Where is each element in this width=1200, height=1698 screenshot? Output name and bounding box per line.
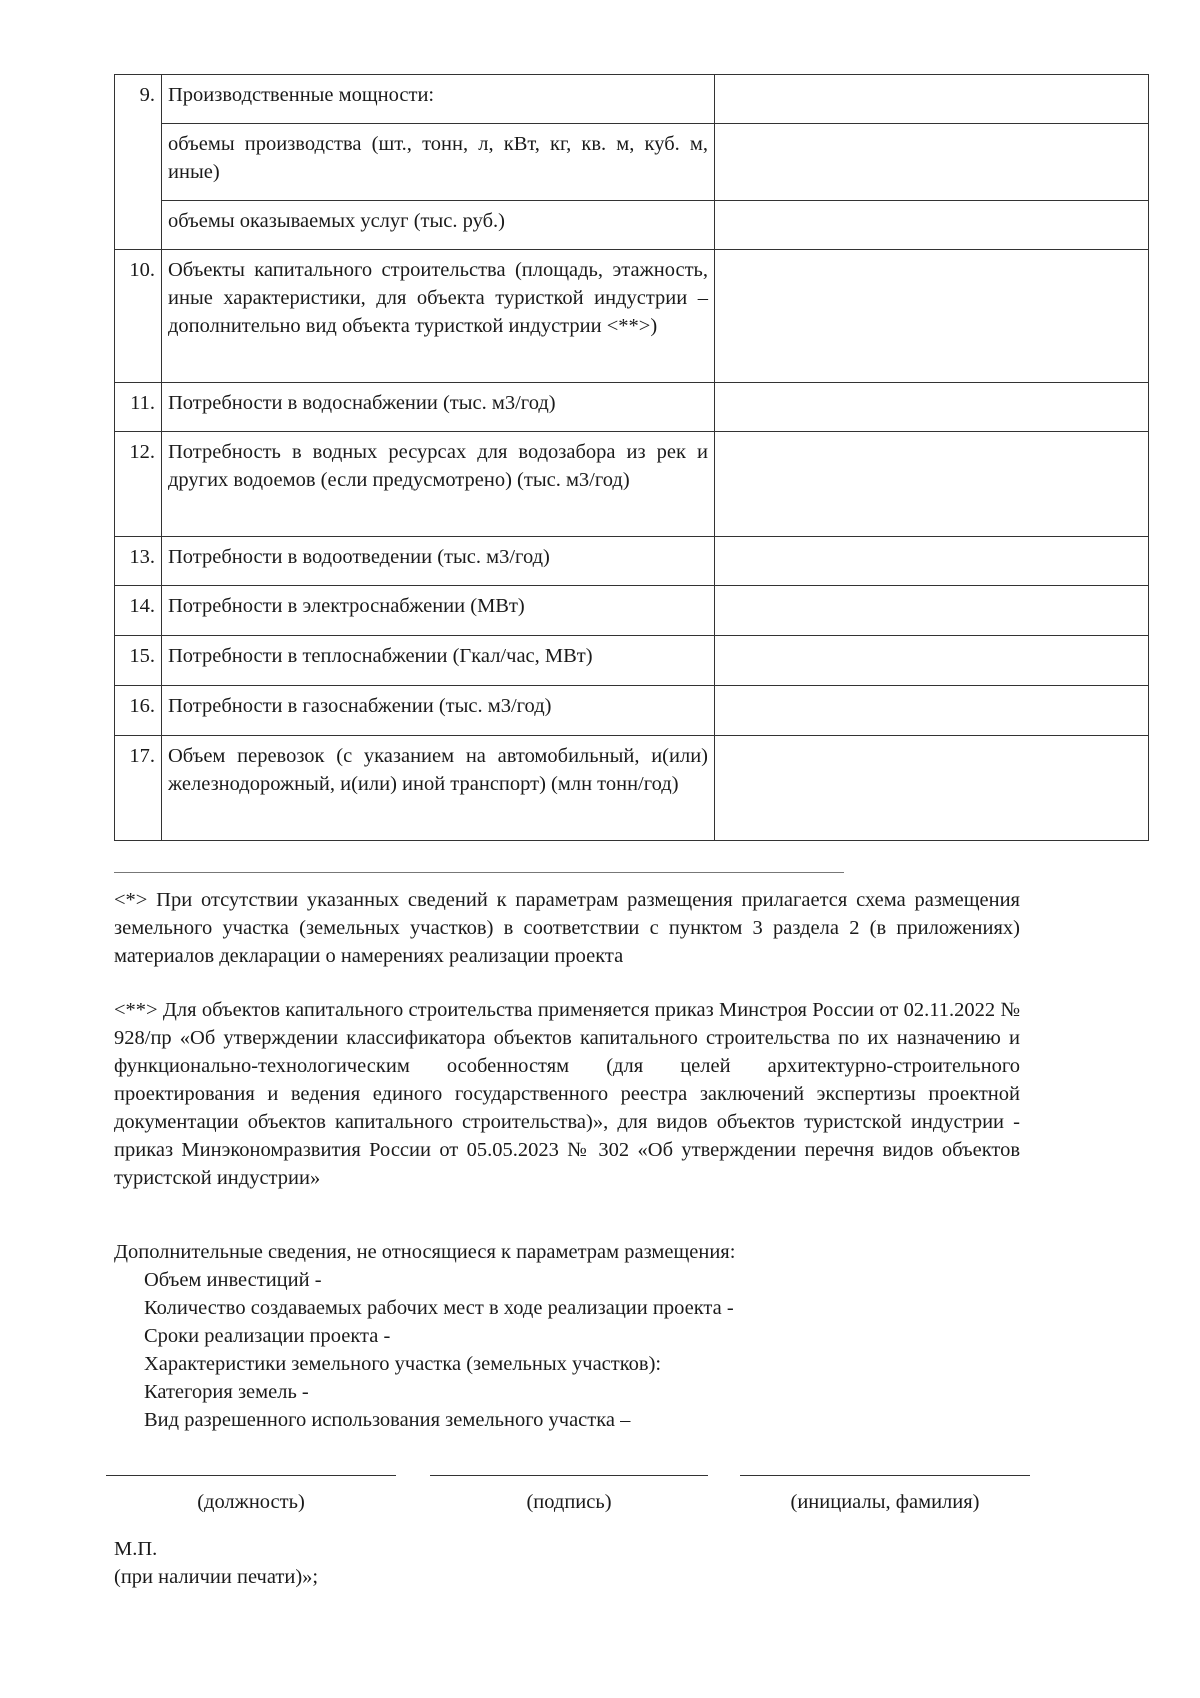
table-row bbox=[115, 201, 1149, 250]
row-value-cell bbox=[715, 736, 1149, 841]
row-number: 14. bbox=[115, 586, 162, 636]
table-row bbox=[115, 432, 1149, 537]
row-description: Объекты капитального строительства (площадь, этажность, иные характеристики, для объекта туристкой индустрии – дополнительно вид объекта туристкой индустрии <**>) bbox=[162, 250, 715, 383]
position-caption: (должность) bbox=[197, 1491, 305, 1513]
table-row bbox=[115, 75, 1149, 124]
row-value-cell bbox=[715, 124, 1149, 201]
row-description: Потребности в газоснабжении (тыс. м3/год) bbox=[162, 686, 715, 736]
footnote-two: <**> Для объектов капитального строительства применяется приказ Минстроя России от 02.11.2022 № 928/пр «Об утверждении классификатора объектов капитального строительства по их назначению и функционально-технологическим особенностям (для целей архитектурно-строительного проектирования и ведения единого государственного реестра заключений экспертизы проектной документации объектов капитального строительства)», для видов объектов туристской индустрии - приказ Минэкономразвития России от 05.05.2023 № 302 «Об утверждении перечня видов объектов туристской индустрии» bbox=[114, 999, 1020, 1189]
table-row bbox=[115, 537, 1149, 586]
row-value-cell bbox=[715, 75, 1149, 124]
additional-info-heading: Дополнительные сведения, не относящиеся к параметрам размещения: bbox=[114, 1241, 736, 1263]
row-description: Производственные мощности: bbox=[162, 75, 715, 124]
table-row bbox=[115, 383, 1149, 432]
row-value-cell bbox=[715, 586, 1149, 636]
additional-info-item: Вид разрешенного использования земельного участка – bbox=[144, 1409, 631, 1431]
row-value-cell bbox=[715, 250, 1149, 383]
row-value-cell bbox=[715, 432, 1149, 537]
row-value-cell bbox=[715, 383, 1149, 432]
position-signature-line bbox=[106, 1475, 396, 1476]
row-number: 17. bbox=[115, 736, 162, 841]
additional-info-item: Сроки реализации проекта - bbox=[144, 1325, 391, 1347]
row-value-cell bbox=[715, 686, 1149, 736]
row-value-cell bbox=[715, 201, 1149, 250]
table-row bbox=[115, 636, 1149, 686]
row-number: 12. bbox=[115, 432, 162, 537]
row-description: Потребности в теплоснабжении (Гкал/час, МВт) bbox=[162, 636, 715, 686]
sign-signature-line bbox=[430, 1475, 708, 1476]
name-signature-line bbox=[740, 1475, 1030, 1476]
row-number: 15. bbox=[115, 636, 162, 686]
row-description: Потребности в электроснабжении (МВт) bbox=[162, 586, 715, 636]
row-description: Потребности в водоснабжении (тыс. м3/год) bbox=[162, 383, 715, 432]
additional-info-item: Объем инвестиций - bbox=[144, 1269, 322, 1291]
table-row bbox=[115, 686, 1149, 736]
row-description: Объем перевозок (с указанием на автомобильный, и(или) железнодорожный, и(или) иной транспорт) (млн тонн/год) bbox=[162, 736, 715, 841]
name-caption: (инициалы, фамилия) bbox=[790, 1491, 980, 1513]
sign-caption: (подпись) bbox=[526, 1491, 612, 1513]
footnote-one: <*> При отсутствии указанных сведений к параметрам размещения прилагается схема размещения земельного участка (земельных участков) в соответствии с пунктом 3 раздела 2 (в приложениях) материалов декларации о намерениях реализации проекта bbox=[114, 889, 1020, 967]
table-row bbox=[115, 586, 1149, 636]
row-number: 13. bbox=[115, 537, 162, 586]
additional-info bbox=[114, 1238, 735, 1434]
additional-info-item: Количество создаваемых рабочих мест в ходе реализации проекта - bbox=[144, 1297, 734, 1319]
table-row bbox=[115, 124, 1149, 201]
row-number: 9. bbox=[115, 75, 162, 250]
row-number: 16. bbox=[115, 686, 162, 736]
stamp-block bbox=[114, 1535, 318, 1591]
row-value-cell bbox=[715, 636, 1149, 686]
row-description: Потребности в водоотведении (тыс. м3/год) bbox=[162, 537, 715, 586]
stamp-note: (при наличии печати)»; bbox=[114, 1566, 319, 1588]
row-description: Потребность в водных ресурсах для водозабора из рек и других водоемов (если предусмотрено) (тыс. м3/год) bbox=[162, 432, 715, 537]
footnote-divider bbox=[114, 872, 844, 873]
row-description: объемы оказываемых услуг (тыс. руб.) bbox=[162, 201, 715, 250]
row-number: 10. bbox=[115, 250, 162, 383]
parameters-table bbox=[114, 74, 1149, 841]
row-value-cell bbox=[715, 537, 1149, 586]
table-row bbox=[115, 736, 1149, 841]
table-row bbox=[115, 250, 1149, 383]
stamp-label: М.П. bbox=[114, 1538, 158, 1560]
row-number: 11. bbox=[115, 383, 162, 432]
row-description: объемы производства (шт., тонн, л, кВт, кг, кв. м, куб. м, иные) bbox=[162, 124, 715, 201]
additional-info-item: Категория земель - bbox=[144, 1381, 309, 1403]
additional-info-item: Характеристики земельного участка (земельных участков): bbox=[144, 1353, 662, 1375]
